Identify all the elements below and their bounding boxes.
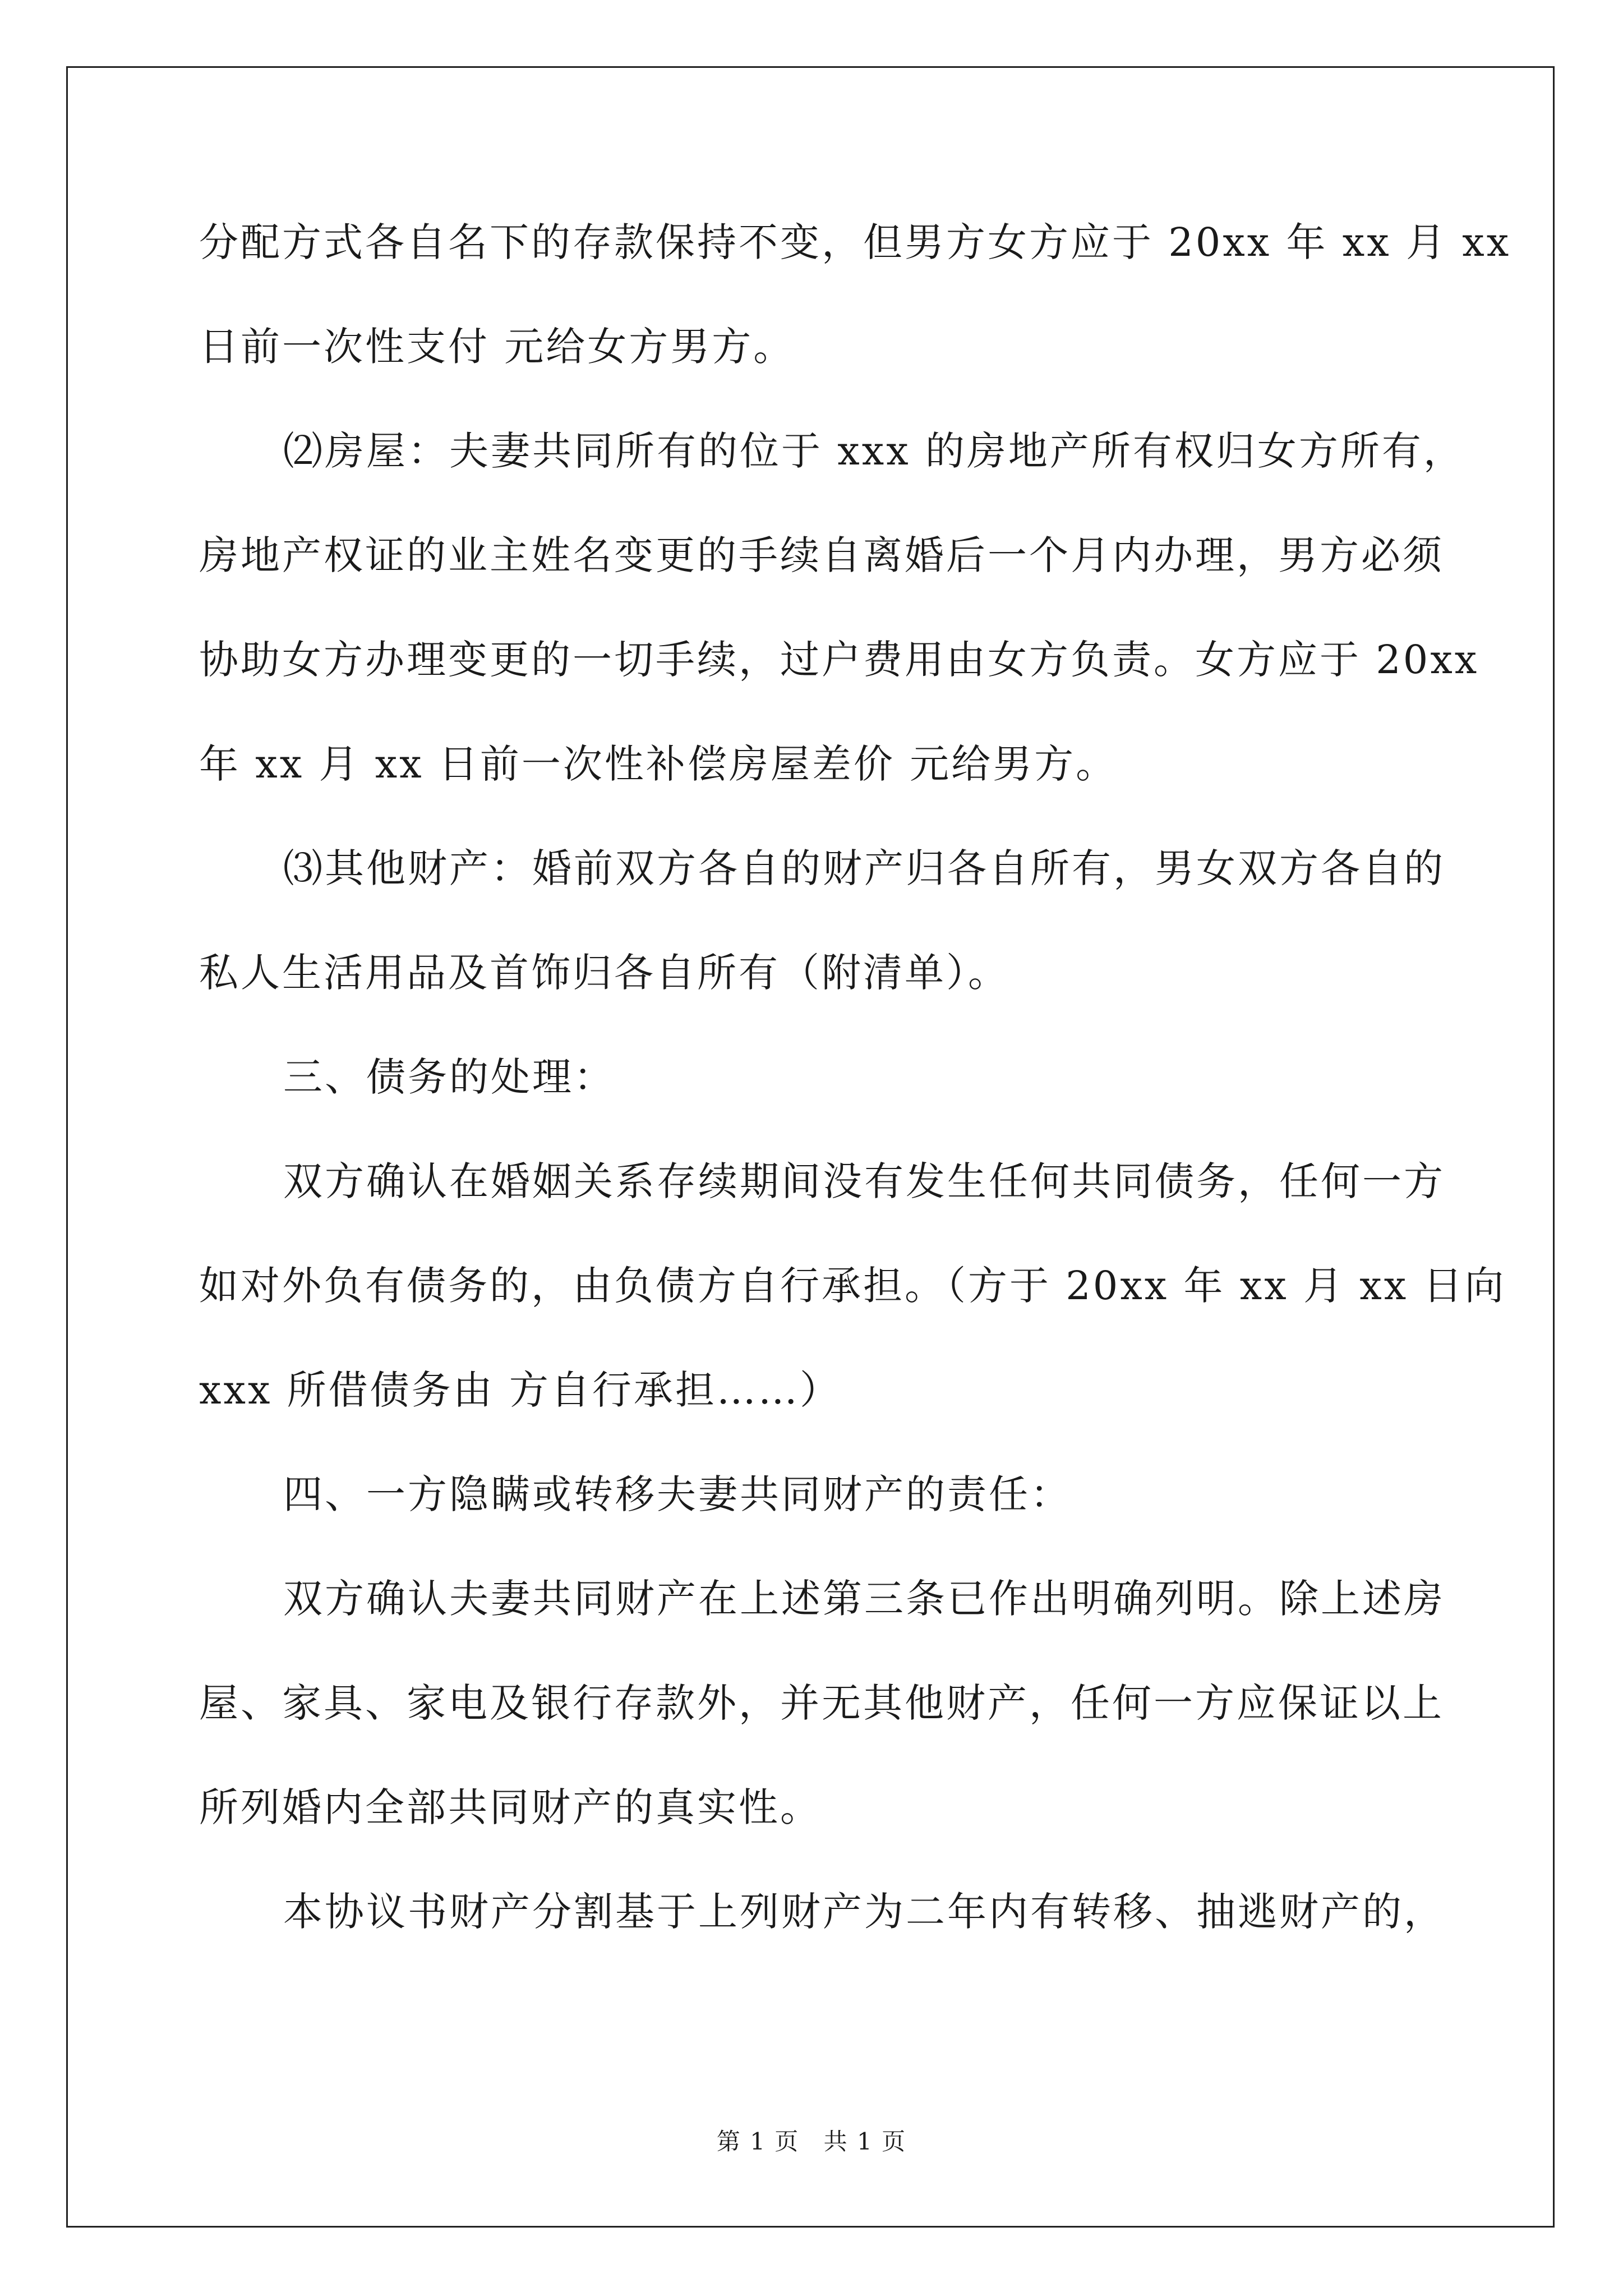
text-line: ⑶其他财产：婚前双方各自的财产归各自所有，男女双方各自的 [283,845,1445,891]
text-line: 日前一次性支付 元给女方男方。 [199,324,795,370]
text-line: 协助女方办理变更的一切手续，过户费用由女方负责。女方应于 20xx [199,637,1479,683]
text-line: 如对外负有债务的，由负债方自行承担。（方于 20xx 年 xx 月 xx 日向 [199,1263,1506,1309]
text-line: 私人生活用品及首饰归各自所有（附清单）。 [199,950,1009,996]
text-line: 双方确认夫妻共同财产在上述第三条已作出明确列明。除上述房 [283,1576,1445,1622]
page-number: 第 1 页 [716,2128,800,2155]
text-line: 双方确认在婚姻关系存续期间没有发生任何共同债务，任何一方 [283,1158,1445,1204]
page-footer [0,2123,1623,2157]
page-total: 共 1 页 [823,2128,907,2155]
text-line: 屋、家具、家电及银行存款外，并无其他财产，任何一方应保证以上 [199,1680,1444,1726]
section-heading: 四、一方隐瞒或转移夫妻共同财产的责任： [283,1471,1072,1517]
text-line: ⑵房屋：夫妻共同所有的位于 xxx 的房地产所有权归女方所有， [283,428,1465,474]
text-line: 年 xx 月 xx 日前一次性补偿房屋差价 元给男方。 [199,741,1118,787]
text-line: xxx 所借债务由 方自行承担……） [199,1367,841,1413]
text-line: 房地产权证的业主姓名变更的手续自离婚后一个月内办理，男方必须 [199,532,1444,578]
text-line: 分配方式各自名下的存款保持不变，但男方女方应于 20xx 年 xx 月 xx [199,219,1511,265]
text-line: 本协议书财产分割基于上列财产为二年内有转移、抽逃财产的， [283,1889,1445,1935]
section-heading: 三、债务的处理： [283,1054,615,1100]
text-line: 所列婚内全部共同财产的真实性。 [199,1784,822,1830]
